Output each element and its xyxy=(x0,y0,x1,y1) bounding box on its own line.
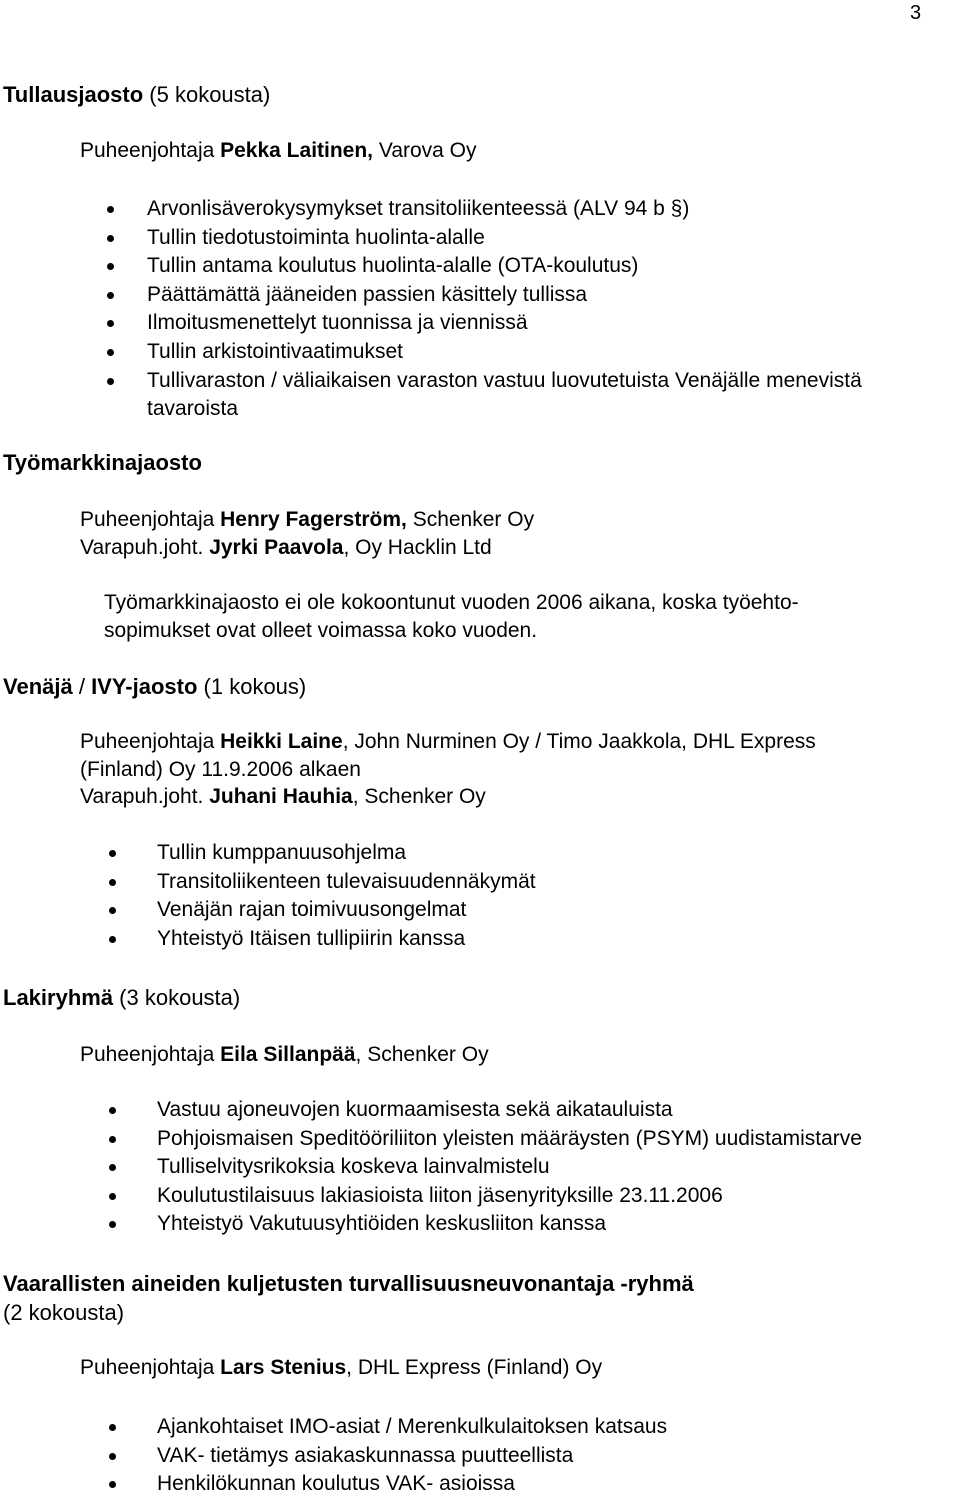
chair-label: Puheenjohtaja xyxy=(80,1356,221,1379)
list-item: Tulliselvitysrikoksia koskeva lainvalmistelu xyxy=(157,1153,862,1182)
bullet-icon xyxy=(107,320,114,327)
vice-name: Jyrki Paavola xyxy=(209,536,344,559)
section-heading-lakiryhma xyxy=(3,987,240,1009)
bullet-icon xyxy=(109,879,116,886)
list-item: Pohjoismaisen Speditööriliiton yleisten määräysten (PSYM) uudistamistarve xyxy=(157,1125,862,1154)
list-item: Päättämättä jääneiden passien käsittely tullissa xyxy=(147,281,862,310)
list-item: Transitoliikenteen tulevaisuudennäkymät xyxy=(157,868,536,897)
chair-name: Lars Stenius xyxy=(220,1356,347,1379)
section-heading-tullausjaosto xyxy=(3,84,270,106)
chair-org: , John Nurminen Oy / Timo Jaakkola, DHL Express xyxy=(342,730,816,753)
list-item: Venäjän rajan toimivuusongelmat xyxy=(157,896,536,925)
bullet-icon xyxy=(107,206,114,213)
topic-list-lakiryhma xyxy=(157,1096,862,1239)
bullet-icon xyxy=(109,1164,116,1171)
section-title-part: Venäjä xyxy=(3,674,73,699)
chair-name: Henry Fagerström, xyxy=(220,508,407,531)
list-item-continuation: tavaroista xyxy=(147,397,239,421)
vice-org: , Schenker Oy xyxy=(352,785,486,808)
list-item: Koulutustilaisuus lakiasioista liiton jäsenyrityksille 23.11.2006 xyxy=(157,1182,862,1211)
meeting-count: (5 kokousta) xyxy=(143,82,271,107)
list-item: Arvonlisäverokysymykset transitoliikenteessä (ALV 94 b §) xyxy=(147,195,862,224)
bullet-icon xyxy=(109,1107,116,1114)
vice-chair-line xyxy=(80,537,492,558)
list-item: Ilmoitusmenettelyt tuonnissa ja viennissä xyxy=(147,309,862,338)
topic-list-tullausjaosto xyxy=(147,195,862,424)
chair-label: Puheenjohtaja xyxy=(80,508,221,531)
chair-label: Puheenjohtaja xyxy=(80,139,221,162)
bullet-icon xyxy=(109,1453,116,1460)
bullet-icon xyxy=(107,235,114,242)
bullet-icon xyxy=(109,1193,116,1200)
list-item: Henkilökunnan koulutus VAK- asioissa xyxy=(157,1470,667,1499)
vice-label: Varapuh.joht. xyxy=(80,536,210,559)
chair-org: Schenker Oy xyxy=(406,508,535,531)
chair-name: Heikki Laine xyxy=(220,730,343,753)
section-heading-venaja-ivy xyxy=(3,676,306,698)
chair-line xyxy=(80,1044,489,1065)
bullet-icon xyxy=(109,850,116,857)
section-title-vak: Vaarallisten aineiden kuljetusten turvallisuusneuvonantaja -ryhmä xyxy=(3,1271,694,1296)
vice-org: , Oy Hacklin Ltd xyxy=(343,536,492,559)
section-title: Lakiryhmä xyxy=(3,985,114,1010)
meeting-count: (3 kokousta) xyxy=(113,985,241,1010)
bullet-icon xyxy=(107,349,114,356)
chair-line xyxy=(80,731,816,752)
meeting-count: (1 kokous) xyxy=(197,674,307,699)
title-separator: / xyxy=(72,674,92,699)
list-item: Yhteistyö Vakutuusyhtiöiden keskusliiton kanssa xyxy=(157,1210,862,1239)
list-item: Tullivaraston / väliaikaisen varaston vastuu luovutetuista Venäjälle menevistä xyxy=(147,367,862,396)
section-title-part: IVY-jaosto xyxy=(91,674,198,699)
note-line-1: Työmarkkinajaosto ei ole kokoontunut vuoden 2006 aikana, koska työehto- xyxy=(104,591,799,614)
bullet-icon xyxy=(109,1424,116,1431)
list-item: Vastuu ajoneuvojen kuormaamisesta sekä aikatauluista xyxy=(157,1096,862,1125)
list-item: Ajankohtaiset IMO-asiat / Merenkulkulaitoksen katsaus xyxy=(157,1413,667,1442)
bullet-icon xyxy=(107,292,114,299)
meeting-count: (2 kokousta) xyxy=(3,1300,125,1325)
vice-name: Juhani Hauhia xyxy=(209,785,353,808)
list-item: Tullin arkistointivaatimukset xyxy=(147,338,862,367)
page-number: 3 xyxy=(910,2,922,24)
chair-line xyxy=(80,509,534,530)
bullet-icon xyxy=(109,1481,116,1488)
section-title-tyomarkkinajaosto: Työmarkkinajaosto xyxy=(3,450,202,475)
chair-name: Eila Sillanpää xyxy=(220,1043,356,1066)
bullet-icon xyxy=(109,907,116,914)
topic-list-venaja-ivy xyxy=(157,839,536,953)
bullet-icon xyxy=(109,1136,116,1143)
list-item: Tullin kumppanuusohjelma xyxy=(157,839,536,868)
chair-name: Pekka Laitinen, xyxy=(220,139,374,162)
vice-label: Varapuh.joht. xyxy=(80,785,210,808)
chair-line-continued: (Finland) Oy 11.9.2006 alkaen xyxy=(80,758,361,781)
chair-org: Varova Oy xyxy=(373,139,477,162)
list-item: Tullin antama koulutus huolinta-alalle (OTA-koulutus) xyxy=(147,252,862,281)
section-title: Tullausjaosto xyxy=(3,82,144,107)
chair-label: Puheenjohtaja xyxy=(80,1043,221,1066)
bullet-icon xyxy=(109,936,116,943)
chair-org: , DHL Express (Finland) Oy xyxy=(346,1356,603,1379)
vice-chair-line xyxy=(80,786,486,807)
bullet-icon xyxy=(107,263,114,270)
bullet-icon xyxy=(107,378,114,385)
chair-line xyxy=(80,140,477,161)
list-item: Tullin tiedotustoiminta huolinta-alalle xyxy=(147,224,862,253)
chair-line xyxy=(80,1357,602,1378)
topic-list-vak xyxy=(157,1413,667,1499)
note-line-2: sopimukset ovat olleet voimassa koko vuoden. xyxy=(104,619,538,642)
list-item: Yhteistyö Itäisen tullipiirin kanssa xyxy=(157,925,536,954)
list-item: VAK- tietämys asiakaskunnassa puutteellista xyxy=(157,1442,667,1471)
chair-org: , Schenker Oy xyxy=(355,1043,489,1066)
chair-label: Puheenjohtaja xyxy=(80,730,221,753)
bullet-icon xyxy=(109,1221,116,1228)
